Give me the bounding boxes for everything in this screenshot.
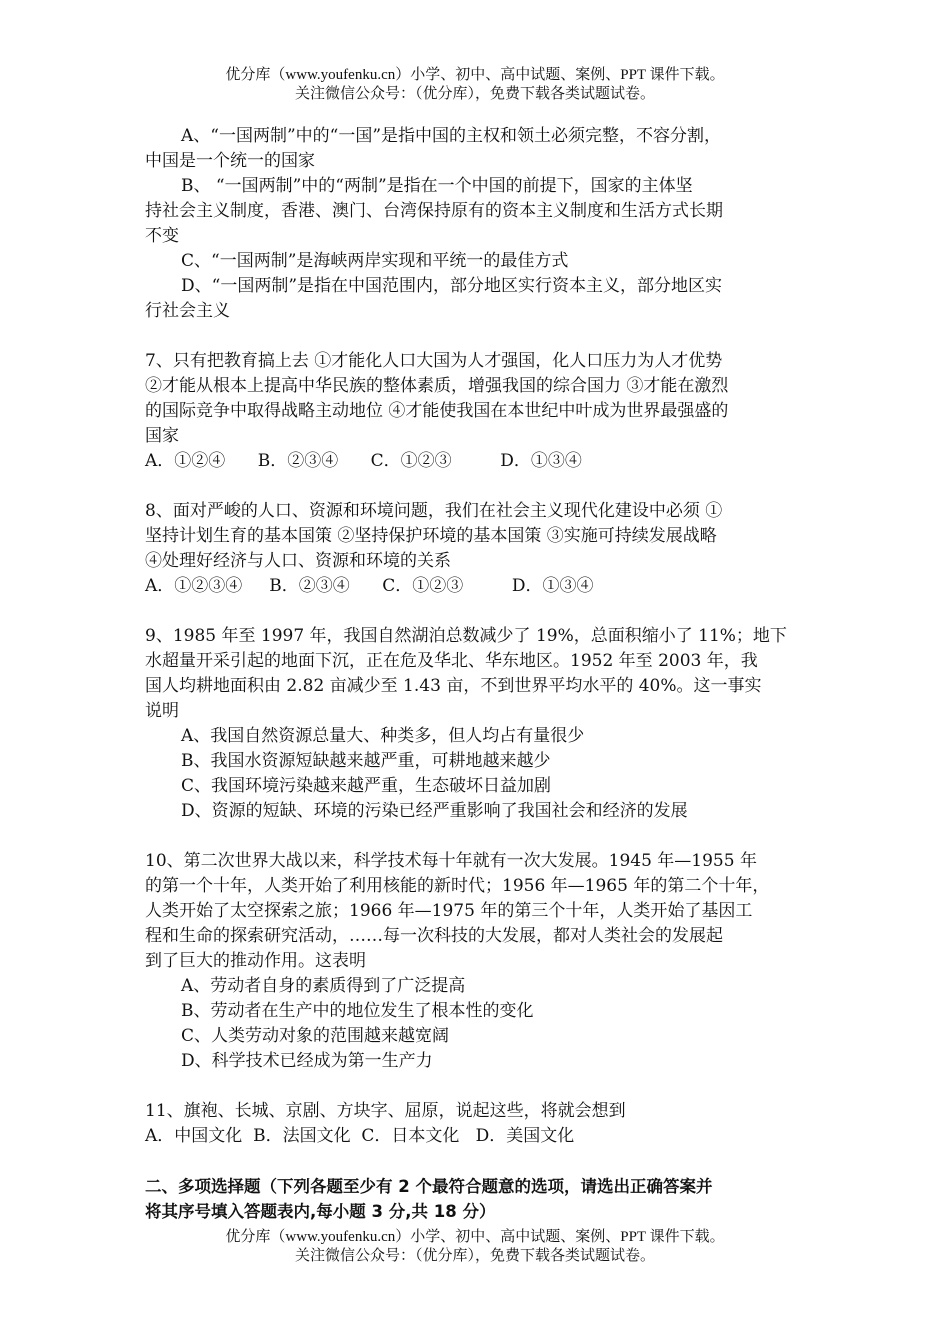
- q8-options: A．①②③④ B．②③④ C．①②③ D．①③④: [145, 576, 594, 596]
- q8-stem-line1: 8、面对严峻的人口、资源和环境问题，我们在社会主义现代化建设中必须 ①: [145, 501, 723, 521]
- section-2-heading-line2: 将其序号填入答题表内,每小题 3 分,共 18 分）: [145, 1202, 496, 1221]
- header-line-1: 优分库（www.youfenku.cn）小学、初中、高中试题、案例、PPT 课件下载。: [225, 67, 725, 83]
- question-8: [145, 499, 815, 599]
- q6-option-b-line1: B、 “一国两制”中的“两制”是指在一个中国的前提下，国家的主体坚: [181, 176, 693, 196]
- q9-stem-line1: 9、1985 年至 1997 年，我国自然湖泊总数减少了 19%，总面积缩小了 11%；地下: [145, 626, 787, 646]
- q6-option-a-line1: A、“一国两制”中的“一国”是指中国的主权和领土必须完整，不容分割，: [181, 126, 722, 146]
- q7-stem-line1: 7、只有把教育搞上去 ①才能化人口大国为人才强国，化人口压力为人才优势: [145, 351, 723, 371]
- q9-option-d: D、资源的短缺、环境的污染已经严重影响了我国社会和经济的发展: [181, 801, 688, 821]
- q10-stem-line5: 到了巨大的推动作用。这表明: [145, 951, 366, 971]
- q10-option-a: A、劳动者自身的素质得到了广泛提高: [181, 976, 466, 996]
- q9-stem-line3: 国人均耕地面积由 2.82 亩减少至 1.43 亩，不到世界平均水平的 40%。这一事实: [145, 676, 762, 696]
- question-11: [145, 1099, 815, 1149]
- question-6-options: [145, 124, 815, 324]
- q9-option-c: C、我国环境污染越来越严重，生态破坏日益加剧: [181, 776, 552, 796]
- q10-stem-line4: 程和生命的探索研究活动，……每一次科技的大发展，都对人类社会的发展起: [145, 926, 723, 946]
- q10-option-c: C、人类劳动对象的范围越来越宽阔: [181, 1026, 450, 1046]
- q6-option-c: C、“一国两制”是海峡两岸实现和平统一的最佳方式: [181, 251, 569, 271]
- q9-stem-line2: 水超量开采引起的地面下沉，正在危及华北、华东地区。1952 年至 2003 年，我: [145, 651, 758, 671]
- q7-stem-line3: 的国际竞争中取得战略主动地位 ④才能使我国在本世纪中叶成为世界最强盛的: [145, 401, 729, 421]
- q8-stem-line3: ④处理好经济与人口、资源和环境的关系: [145, 551, 451, 571]
- section-2-heading: [145, 1174, 815, 1224]
- q10-option-d: D、科学技术已经成为第一生产力: [181, 1051, 433, 1071]
- exam-content: [145, 124, 815, 1224]
- q6-option-d-line1: D、“一国两制”是指在中国范围内，部分地区实行资本主义，部分地区实: [181, 276, 723, 296]
- q6-option-b-line3: 不变: [145, 226, 179, 246]
- footer-line-1: 优分库（www.youfenku.cn）小学、初中、高中试题、案例、PPT 课件下载。: [225, 1229, 725, 1245]
- q9-option-b: B、我国水资源短缺越来越严重，可耕地越来越少: [181, 751, 551, 771]
- q10-stem-line3: 人类开始了太空探索之旅；1966 年—1975 年的第三个十年，人类开始了基因工: [145, 901, 753, 921]
- q7-options: A．①②④ B．②③④ C．①②③ D．①③④: [145, 451, 582, 471]
- q10-option-b: B、劳动者在生产中的地位发生了根本性的变化: [181, 1001, 534, 1021]
- section-2-heading-line1: 二、多项选择题（下列各题至少有 2 个最符合题意的选项，请选出正确答案并: [145, 1177, 713, 1196]
- q6-option-b-line2: 持社会主义制度，香港、澳门、台湾保持原有的资本主义制度和生活方式长期: [145, 201, 723, 221]
- footer-line-2: 关注微信公众号：（优分库），免费下载各类试题试卷。: [294, 1248, 655, 1264]
- q6-option-d-line2: 行社会主义: [145, 301, 230, 321]
- q10-stem-line2: 的第一个十年，人类开始了利用核能的新时代；1956 年—1965 年的第二个十年，: [145, 876, 770, 896]
- page-header: [0, 66, 950, 104]
- q7-stem-line2: ②才能从根本上提高中华民族的整体素质，增强我国的综合国力 ③才能在激烈: [145, 376, 729, 396]
- q11-options: A．中国文化 B．法国文化 C．日本文化 D．美国文化: [145, 1126, 575, 1146]
- question-7: [145, 349, 815, 474]
- q8-stem-line2: 坚持计划生育的基本国策 ②坚持保护环境的基本国策 ③实施可持续发展战略: [145, 526, 717, 546]
- page-footer: [0, 1228, 950, 1266]
- q9-stem-line4: 说明: [145, 701, 179, 721]
- question-10: [145, 849, 815, 1074]
- q9-option-a: A、我国自然资源总量大、种类多，但人均占有量很少: [181, 726, 585, 746]
- q11-stem: 11、旗袍、长城、京剧、方块字、屈原，说起这些，将就会想到: [145, 1101, 626, 1121]
- question-9: [145, 624, 815, 824]
- q10-stem-line1: 10、第二次世界大战以来，科学技术每十年就有一次大发展。1945 年—1955 年: [145, 851, 757, 871]
- q7-stem-line4: 国家: [145, 426, 179, 446]
- header-line-2: 关注微信公众号：（优分库），免费下载各类试题试卷。: [294, 86, 655, 102]
- q6-option-a-line2: 中国是一个统一的国家: [145, 151, 315, 171]
